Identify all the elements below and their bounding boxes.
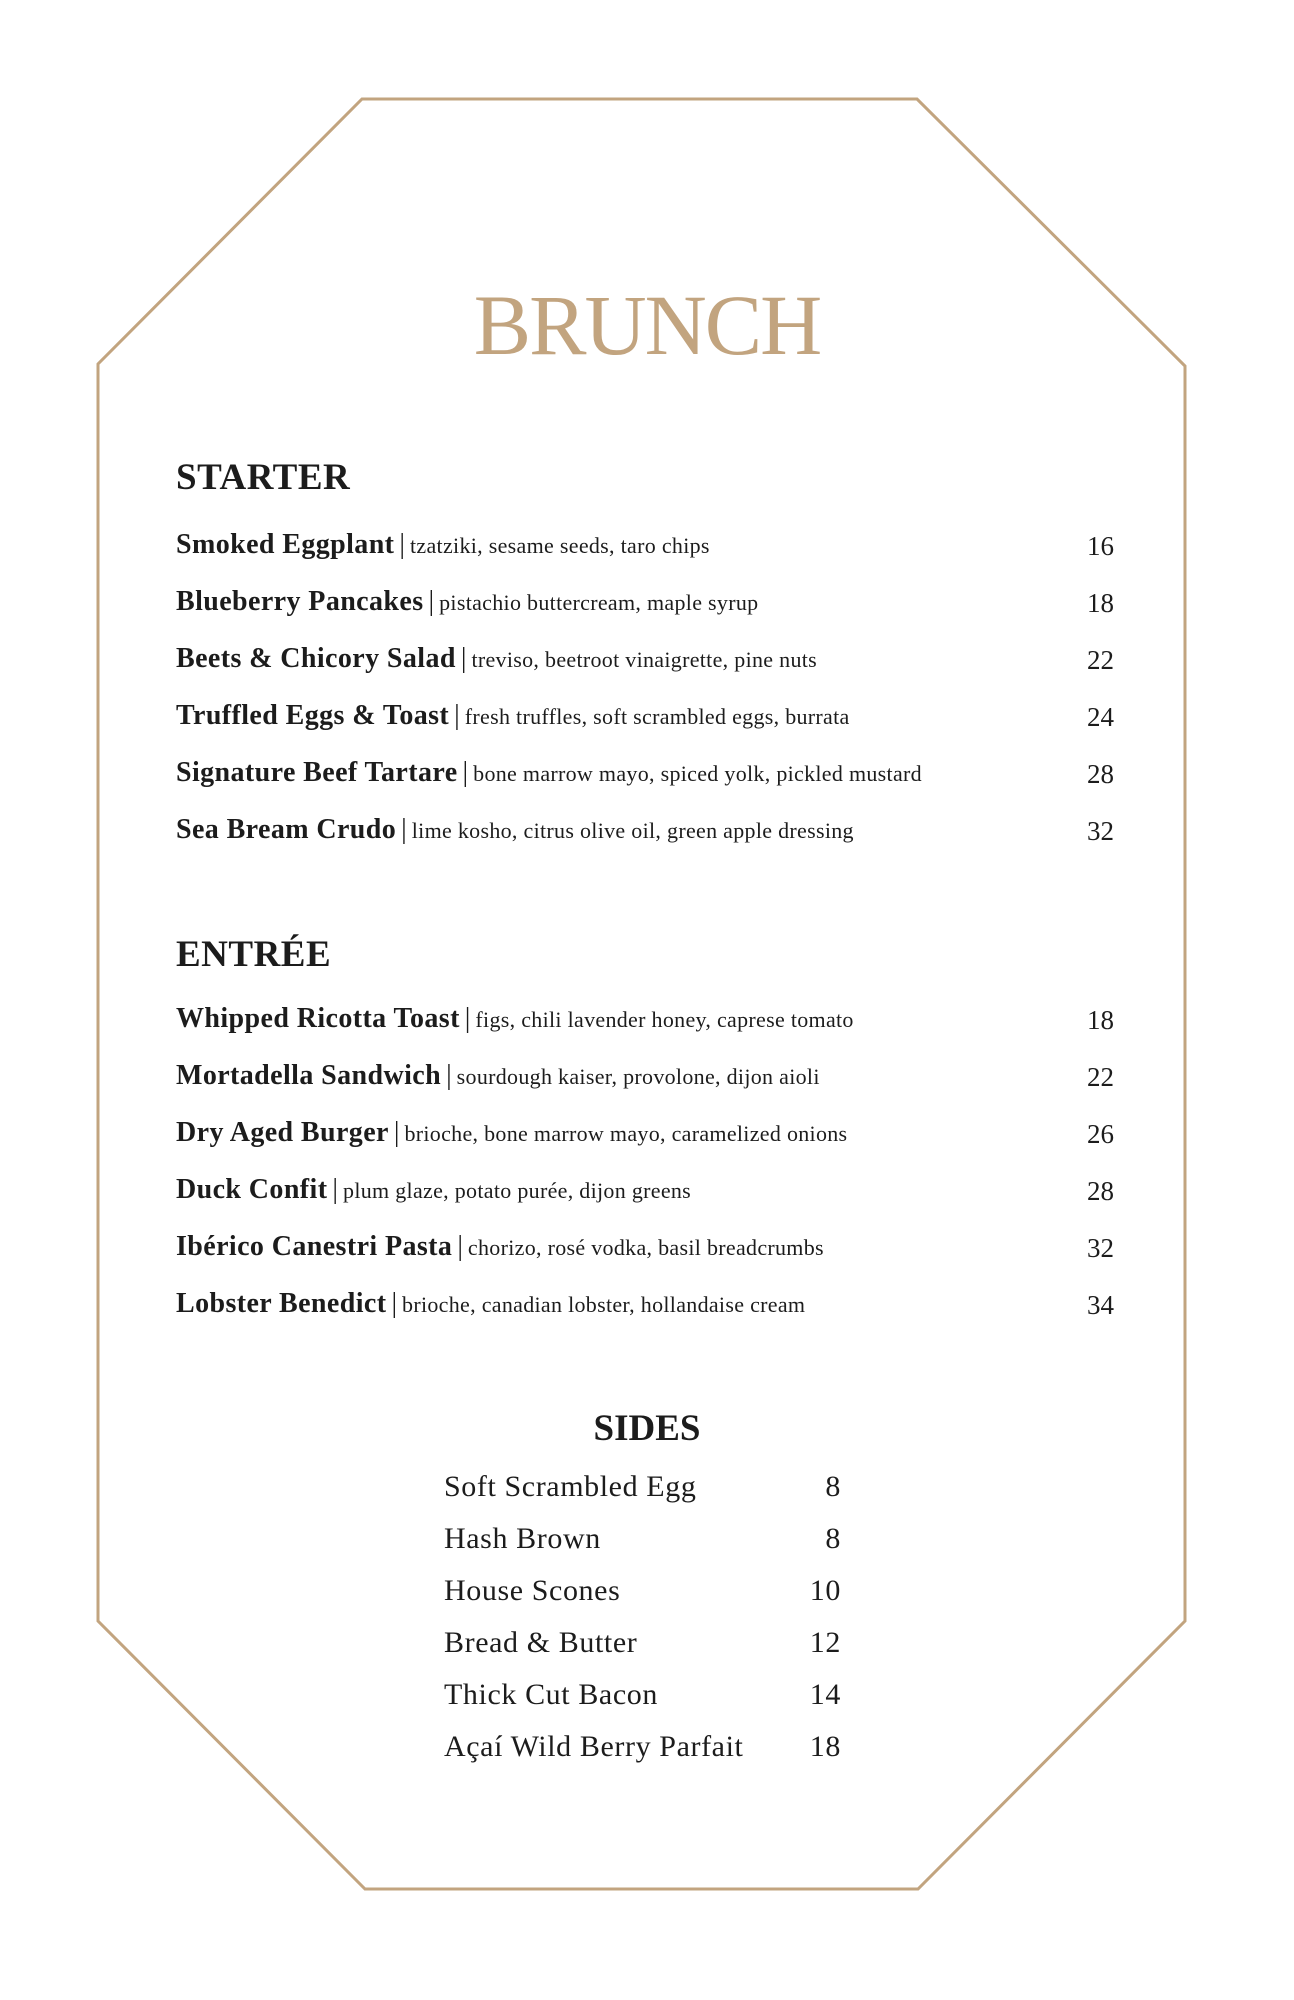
item-price: 32 bbox=[1087, 816, 1114, 846]
item-name: Whipped Ricotta Toast bbox=[176, 1003, 460, 1034]
item-name: Duck Confit bbox=[176, 1174, 328, 1205]
item-description: chorizo, rosé vodka, basil breadcrumbs bbox=[467, 1235, 824, 1260]
item-description: brioche, bone marrow mayo, caramelized onions bbox=[404, 1121, 848, 1146]
item-separator: | bbox=[454, 700, 460, 731]
item-separator: | bbox=[446, 1060, 452, 1091]
side-item bbox=[444, 1470, 844, 1522]
item-separator: | bbox=[391, 1288, 398, 1319]
menu-item bbox=[176, 1231, 1114, 1288]
item-separator: | bbox=[462, 757, 469, 788]
menu-item bbox=[176, 757, 1114, 814]
item-description: fresh truffles, soft scrambled eggs, burrata bbox=[464, 704, 850, 729]
item-name: Dry Aged Burger bbox=[176, 1117, 389, 1148]
item-name: Blueberry Pancakes bbox=[176, 586, 424, 617]
side-price: 8 bbox=[825, 1470, 841, 1503]
side-price: 18 bbox=[809, 1730, 841, 1763]
side-name: Bread & Butter bbox=[444, 1626, 638, 1659]
side-item bbox=[444, 1626, 844, 1678]
item-description: tzatziki, sesame seeds, taro chips bbox=[410, 533, 710, 558]
item-description: sourdough kaiser, provolone, dijon aioli bbox=[456, 1064, 820, 1089]
item-separator: | bbox=[464, 1003, 471, 1034]
item-description: bone marrow mayo, spiced yolk, pickled mustard bbox=[473, 761, 922, 786]
side-price: 14 bbox=[809, 1678, 841, 1711]
item-price: 18 bbox=[1087, 588, 1114, 618]
menu-title: BRUNCH bbox=[473, 277, 821, 373]
starter-heading: STARTER bbox=[176, 457, 351, 498]
menu-item bbox=[176, 700, 1114, 757]
side-item bbox=[444, 1574, 844, 1626]
item-description: lime kosho, citrus olive oil, green apple dressing bbox=[411, 818, 854, 843]
item-name: Sea Bream Crudo bbox=[176, 814, 397, 845]
item-price: 34 bbox=[1087, 1290, 1114, 1320]
item-description: plum glaze, potato purée, dijon greens bbox=[343, 1178, 692, 1203]
sides-list bbox=[444, 1470, 844, 1782]
sides-heading: SIDES bbox=[593, 1408, 701, 1449]
entree-list bbox=[176, 1003, 1114, 1345]
item-price: 26 bbox=[1087, 1119, 1114, 1149]
item-name: Lobster Benedict bbox=[176, 1288, 387, 1319]
item-price: 28 bbox=[1087, 759, 1114, 789]
item-price: 16 bbox=[1087, 531, 1114, 561]
side-name: Açaí Wild Berry Parfait bbox=[444, 1730, 744, 1763]
item-name: Beets & Chicory Salad bbox=[176, 643, 456, 674]
menu-item bbox=[176, 1117, 1114, 1174]
side-price: 10 bbox=[809, 1574, 841, 1607]
side-item bbox=[444, 1678, 844, 1730]
menu-item bbox=[176, 1003, 1114, 1060]
item-description: pistachio buttercream, maple syrup bbox=[439, 590, 759, 615]
item-name: Signature Beef Tartare bbox=[176, 757, 458, 788]
side-item bbox=[444, 1522, 844, 1574]
item-name: Ibérico Canestri Pasta bbox=[176, 1231, 453, 1262]
item-separator: | bbox=[399, 529, 406, 560]
menu-item bbox=[176, 586, 1114, 643]
item-separator: | bbox=[401, 814, 407, 845]
item-price: 28 bbox=[1087, 1176, 1114, 1206]
item-name: Truffled Eggs & Toast bbox=[176, 700, 450, 731]
item-price: 24 bbox=[1087, 702, 1114, 732]
side-name: Thick Cut Bacon bbox=[444, 1678, 658, 1711]
item-description: brioche, canadian lobster, hollandaise cream bbox=[402, 1292, 806, 1317]
side-name: House Scones bbox=[444, 1574, 621, 1607]
item-price: 18 bbox=[1087, 1005, 1114, 1035]
item-separator: | bbox=[457, 1231, 463, 1262]
menu-item bbox=[176, 1060, 1114, 1117]
item-name: Smoked Eggplant bbox=[176, 529, 395, 560]
item-name: Mortadella Sandwich bbox=[176, 1060, 442, 1091]
side-price: 12 bbox=[809, 1626, 841, 1659]
item-description: treviso, beetroot vinaigrette, pine nuts bbox=[471, 647, 818, 672]
side-name: Soft Scrambled Egg bbox=[444, 1470, 697, 1503]
item-separator: | bbox=[393, 1117, 400, 1148]
side-item bbox=[444, 1730, 844, 1782]
menu-item bbox=[176, 814, 1114, 871]
item-separator: | bbox=[332, 1174, 339, 1205]
menu-item bbox=[176, 1288, 1114, 1345]
item-description: figs, chili lavender honey, caprese tomato bbox=[475, 1007, 854, 1032]
item-price: 22 bbox=[1087, 645, 1114, 675]
side-price: 8 bbox=[825, 1522, 841, 1555]
entree-heading: ENTRÉE bbox=[176, 934, 332, 975]
menu-item bbox=[176, 529, 1114, 586]
menu-item bbox=[176, 1174, 1114, 1231]
starter-list bbox=[176, 529, 1114, 871]
menu-item bbox=[176, 643, 1114, 700]
item-separator: | bbox=[428, 586, 435, 617]
side-name: Hash Brown bbox=[444, 1522, 601, 1555]
item-price: 32 bbox=[1087, 1233, 1114, 1263]
item-price: 22 bbox=[1087, 1062, 1114, 1092]
item-separator: | bbox=[460, 643, 467, 674]
